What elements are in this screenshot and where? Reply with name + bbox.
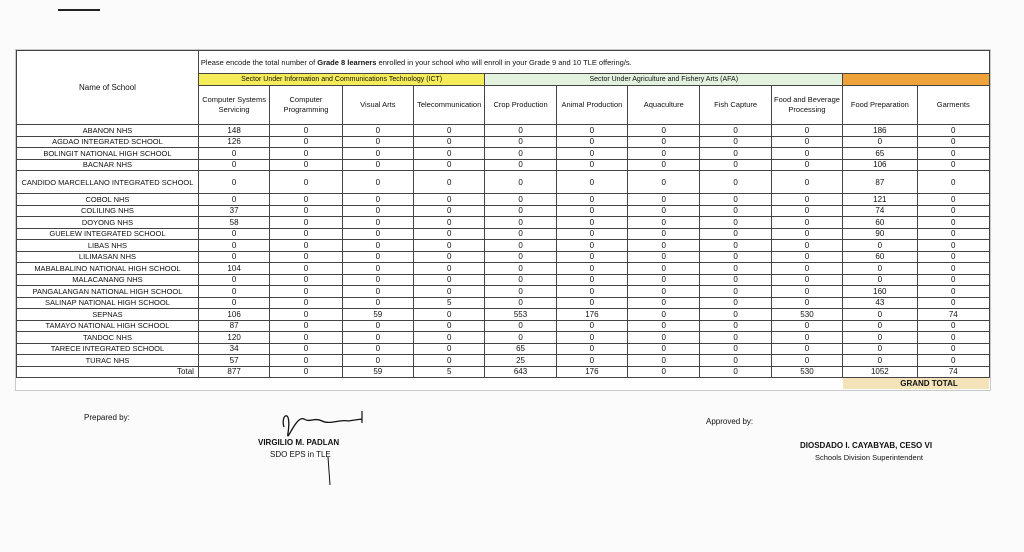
value-cell: 0 — [485, 320, 556, 332]
total-cell: 176 — [556, 366, 627, 377]
table-row — [17, 343, 990, 355]
value-cell: 0 — [342, 263, 413, 275]
value-cell: 0 — [917, 240, 989, 252]
value-cell: 120 — [198, 332, 269, 344]
value-cell: 0 — [556, 125, 627, 137]
table-row — [17, 205, 990, 217]
total-cell: 5 — [414, 366, 485, 377]
value-cell: 0 — [270, 228, 342, 240]
value-cell: 0 — [342, 343, 413, 355]
column-header: Food and Beverage Processing — [771, 86, 842, 125]
value-cell: 106 — [843, 159, 917, 171]
value-cell: 0 — [270, 159, 342, 171]
value-cell: 0 — [700, 194, 771, 206]
value-cell: 0 — [917, 274, 989, 286]
value-cell: 0 — [198, 228, 269, 240]
value-cell: 0 — [414, 343, 485, 355]
value-cell: 0 — [917, 159, 989, 171]
value-cell: 0 — [270, 136, 342, 148]
value-cell: 0 — [342, 136, 413, 148]
value-cell: 58 — [198, 217, 269, 229]
value-cell: 0 — [628, 343, 700, 355]
value-cell: 43 — [843, 297, 917, 309]
sector-ict-header: Sector Under Information and Communications Technology (ICT) — [198, 74, 484, 86]
value-cell: 0 — [628, 228, 700, 240]
value-cell: 0 — [771, 125, 842, 137]
value-cell: 0 — [700, 228, 771, 240]
value-cell: 0 — [198, 297, 269, 309]
value-cell: 0 — [414, 171, 485, 194]
value-cell: 0 — [342, 125, 413, 137]
school-name-cell: DOYONG NHS — [17, 217, 199, 229]
value-cell: 0 — [414, 148, 485, 160]
value-cell: 37 — [198, 205, 269, 217]
value-cell: 104 — [198, 263, 269, 275]
value-cell: 0 — [414, 332, 485, 344]
value-cell: 0 — [270, 171, 342, 194]
value-cell: 0 — [628, 297, 700, 309]
value-cell: 0 — [270, 332, 342, 344]
value-cell: 0 — [700, 320, 771, 332]
value-cell: 0 — [270, 320, 342, 332]
value-cell: 0 — [917, 148, 989, 160]
total-cell: 1052 — [843, 366, 917, 377]
value-cell: 90 — [843, 228, 917, 240]
table-row — [17, 355, 990, 367]
total-cell: 59 — [342, 366, 413, 377]
value-cell: 0 — [700, 297, 771, 309]
value-cell: 0 — [198, 286, 269, 298]
table-row — [17, 251, 990, 263]
value-cell: 0 — [628, 205, 700, 217]
value-cell: 0 — [556, 320, 627, 332]
value-cell: 176 — [556, 309, 627, 321]
value-cell: 0 — [628, 159, 700, 171]
value-cell: 0 — [771, 240, 842, 252]
table-row — [17, 217, 990, 229]
value-cell: 106 — [198, 309, 269, 321]
table-body — [17, 125, 990, 367]
table-row — [17, 263, 990, 275]
value-cell: 0 — [556, 343, 627, 355]
column-header: Aquaculture — [628, 86, 700, 125]
value-cell: 0 — [771, 297, 842, 309]
value-cell: 0 — [414, 263, 485, 275]
value-cell: 0 — [485, 297, 556, 309]
value-cell: 0 — [700, 263, 771, 275]
value-cell: 0 — [771, 286, 842, 298]
value-cell: 0 — [485, 148, 556, 160]
school-name-cell: COBOL NHS — [17, 194, 199, 206]
column-header: Crop Production — [485, 86, 556, 125]
value-cell: 0 — [628, 148, 700, 160]
value-cell: 0 — [198, 251, 269, 263]
value-cell: 0 — [917, 171, 989, 194]
value-cell: 0 — [771, 205, 842, 217]
value-cell: 0 — [843, 274, 917, 286]
value-cell: 0 — [628, 171, 700, 194]
table-row — [17, 332, 990, 344]
value-cell: 0 — [843, 136, 917, 148]
value-cell: 0 — [485, 217, 556, 229]
value-cell: 0 — [771, 320, 842, 332]
value-cell: 0 — [628, 251, 700, 263]
value-cell: 0 — [628, 263, 700, 275]
approved-by-label: Approved by: — [706, 417, 754, 426]
table-row — [17, 228, 990, 240]
value-cell: 0 — [843, 240, 917, 252]
value-cell: 0 — [771, 263, 842, 275]
value-cell: 87 — [198, 320, 269, 332]
school-name-cell: SALINAP NATIONAL HIGH SCHOOL — [17, 297, 199, 309]
value-cell: 0 — [485, 194, 556, 206]
value-cell: 0 — [556, 217, 627, 229]
value-cell: 0 — [414, 136, 485, 148]
value-cell: 0 — [270, 286, 342, 298]
value-cell: 0 — [771, 136, 842, 148]
value-cell: 0 — [342, 159, 413, 171]
value-cell: 74 — [843, 205, 917, 217]
value-cell: 0 — [843, 320, 917, 332]
grand-total-label: GRAND TOTAL — [900, 379, 958, 388]
value-cell: 74 — [917, 309, 989, 321]
value-cell: 0 — [414, 320, 485, 332]
total-row — [17, 366, 990, 377]
value-cell: 0 — [414, 286, 485, 298]
value-cell: 0 — [628, 320, 700, 332]
value-cell: 0 — [771, 355, 842, 367]
value-cell: 0 — [917, 228, 989, 240]
value-cell: 0 — [771, 251, 842, 263]
table-row — [17, 125, 990, 137]
column-header: Garments — [917, 86, 989, 125]
value-cell: 0 — [771, 332, 842, 344]
value-cell: 0 — [414, 205, 485, 217]
value-cell: 0 — [917, 194, 989, 206]
value-cell: 0 — [414, 217, 485, 229]
value-cell: 553 — [485, 309, 556, 321]
value-cell: 0 — [628, 125, 700, 137]
value-cell: 0 — [700, 309, 771, 321]
school-name-cell: TAMAYO NATIONAL HIGH SCHOOL — [17, 320, 199, 332]
value-cell: 0 — [342, 355, 413, 367]
value-cell: 0 — [843, 343, 917, 355]
value-cell: 0 — [917, 343, 989, 355]
value-cell: 0 — [342, 148, 413, 160]
column-header: Fish Capture — [700, 86, 771, 125]
school-name-cell: BACNAR NHS — [17, 159, 199, 171]
value-cell: 0 — [628, 217, 700, 229]
column-header: Animal Production — [556, 86, 627, 125]
value-cell: 0 — [198, 159, 269, 171]
school-name-cell: ABANON NHS — [17, 125, 199, 137]
value-cell: 0 — [485, 286, 556, 298]
enrollment-table — [16, 50, 990, 378]
value-cell: 0 — [270, 217, 342, 229]
value-cell: 0 — [414, 125, 485, 137]
value-cell: 0 — [700, 148, 771, 160]
total-cell: 74 — [917, 366, 989, 377]
value-cell: 0 — [628, 274, 700, 286]
value-cell: 0 — [485, 263, 556, 275]
value-cell: 0 — [917, 320, 989, 332]
value-cell: 65 — [485, 343, 556, 355]
value-cell: 0 — [843, 263, 917, 275]
value-cell: 0 — [414, 251, 485, 263]
table-row — [17, 309, 990, 321]
value-cell: 0 — [628, 309, 700, 321]
value-cell: 0 — [771, 274, 842, 286]
instruction-text: Please encode the total number of Grade 8 learners enrolled in your school who will enroll in your Grade 9 and 10 TLE offering/s. — [198, 51, 989, 74]
value-cell: 0 — [342, 332, 413, 344]
value-cell: 0 — [342, 286, 413, 298]
value-cell: 0 — [771, 194, 842, 206]
value-cell: 0 — [556, 194, 627, 206]
value-cell: 160 — [843, 286, 917, 298]
value-cell: 0 — [198, 148, 269, 160]
value-cell: 0 — [917, 136, 989, 148]
column-header: Visual Arts — [342, 86, 413, 125]
value-cell: 0 — [771, 343, 842, 355]
value-cell: 0 — [414, 355, 485, 367]
total-cell: 0 — [270, 366, 342, 377]
column-header: Food Preparation — [843, 86, 917, 125]
value-cell: 0 — [556, 205, 627, 217]
value-cell: 0 — [700, 205, 771, 217]
value-cell: 0 — [556, 171, 627, 194]
value-cell: 0 — [700, 240, 771, 252]
value-cell: 57 — [198, 355, 269, 367]
value-cell: 0 — [414, 274, 485, 286]
value-cell: 59 — [342, 309, 413, 321]
value-cell: 0 — [700, 136, 771, 148]
value-cell: 0 — [198, 171, 269, 194]
sector-afa-header: Sector Under Agriculture and Fishery Arts (AFA) — [485, 74, 843, 86]
table-row — [17, 171, 990, 194]
column-header: Computer Programming — [270, 86, 342, 125]
school-name-cell: PANGALANGAN NATIONAL HIGH SCHOOL — [17, 286, 199, 298]
value-cell: 0 — [556, 263, 627, 275]
approved-by-name: DIOSDADO I. CAYABYAB, CESO VI — [800, 441, 933, 450]
value-cell: 0 — [342, 297, 413, 309]
value-cell: 0 — [485, 171, 556, 194]
table-row — [17, 297, 990, 309]
prepared-by-name: VIRGILIO M. PADLAN — [258, 438, 340, 447]
value-cell: 0 — [556, 136, 627, 148]
value-cell: 0 — [485, 205, 556, 217]
value-cell: 60 — [843, 217, 917, 229]
value-cell: 0 — [414, 240, 485, 252]
value-cell: 0 — [414, 194, 485, 206]
value-cell: 0 — [342, 251, 413, 263]
value-cell: 530 — [771, 309, 842, 321]
value-cell: 0 — [771, 217, 842, 229]
school-name-cell: BOLINGIT NATIONAL HIGH SCHOOL — [17, 148, 199, 160]
value-cell: 25 — [485, 355, 556, 367]
total-label: Total — [17, 366, 199, 377]
school-name-cell: COLILING NHS — [17, 205, 199, 217]
school-name-cell: TURAC NHS — [17, 355, 199, 367]
value-cell: 0 — [342, 320, 413, 332]
value-cell: 0 — [771, 228, 842, 240]
table-row — [17, 240, 990, 252]
name-of-school-header: Name of School — [17, 51, 199, 125]
value-cell: 0 — [917, 217, 989, 229]
value-cell: 0 — [700, 171, 771, 194]
value-cell: 0 — [485, 332, 556, 344]
school-name-cell: MABALBALINO NATIONAL HIGH SCHOOL — [17, 263, 199, 275]
value-cell: 0 — [700, 286, 771, 298]
value-cell: 0 — [771, 148, 842, 160]
school-name-cell: LILIMASAN NHS — [17, 251, 199, 263]
value-cell: 0 — [556, 251, 627, 263]
value-cell: 0 — [556, 240, 627, 252]
value-cell: 0 — [270, 355, 342, 367]
value-cell: 0 — [342, 274, 413, 286]
value-cell: 0 — [485, 240, 556, 252]
school-name-cell: TANDOC NHS — [17, 332, 199, 344]
value-cell: 87 — [843, 171, 917, 194]
value-cell: 0 — [414, 228, 485, 240]
value-cell: 0 — [342, 205, 413, 217]
table-row — [17, 136, 990, 148]
value-cell: 34 — [198, 343, 269, 355]
value-cell: 0 — [485, 136, 556, 148]
value-cell: 126 — [198, 136, 269, 148]
value-cell: 0 — [917, 286, 989, 298]
value-cell: 0 — [556, 274, 627, 286]
value-cell: 0 — [628, 136, 700, 148]
value-cell: 0 — [342, 194, 413, 206]
value-cell: 0 — [414, 309, 485, 321]
value-cell: 0 — [485, 125, 556, 137]
value-cell: 0 — [342, 228, 413, 240]
school-name-cell: LIBAS NHS — [17, 240, 199, 252]
value-cell: 0 — [342, 240, 413, 252]
table-row — [17, 148, 990, 160]
value-cell: 121 — [843, 194, 917, 206]
value-cell: 0 — [628, 332, 700, 344]
table-row — [17, 274, 990, 286]
value-cell: 0 — [917, 263, 989, 275]
value-cell: 0 — [917, 355, 989, 367]
value-cell: 0 — [700, 125, 771, 137]
value-cell: 0 — [700, 159, 771, 171]
value-cell: 0 — [628, 240, 700, 252]
column-header: Computer Systems Servicing — [198, 86, 269, 125]
value-cell: 0 — [771, 159, 842, 171]
value-cell: 0 — [556, 355, 627, 367]
school-name-cell: TARECE INTEGRATED SCHOOL — [17, 343, 199, 355]
value-cell: 0 — [771, 171, 842, 194]
value-cell: 0 — [843, 332, 917, 344]
value-cell: 0 — [917, 205, 989, 217]
table-row — [17, 320, 990, 332]
school-name-cell: SEPNAS — [17, 309, 199, 321]
value-cell: 0 — [342, 217, 413, 229]
table-row — [17, 286, 990, 298]
value-cell: 0 — [628, 286, 700, 298]
prepared-by-label: Prepared by: — [84, 413, 130, 422]
value-cell: 186 — [843, 125, 917, 137]
value-cell: 0 — [270, 205, 342, 217]
value-cell: 0 — [485, 274, 556, 286]
total-cell: 643 — [485, 366, 556, 377]
value-cell: 0 — [556, 159, 627, 171]
value-cell: 0 — [270, 240, 342, 252]
total-cell: 0 — [628, 366, 700, 377]
value-cell: 0 — [556, 148, 627, 160]
value-cell: 0 — [270, 148, 342, 160]
column-header: Telecommunication — [414, 86, 485, 125]
value-cell: 0 — [270, 297, 342, 309]
total-cell: 530 — [771, 366, 842, 377]
table-row — [17, 194, 990, 206]
value-cell: 0 — [270, 309, 342, 321]
value-cell: 0 — [198, 240, 269, 252]
value-cell: 0 — [700, 274, 771, 286]
value-cell: 0 — [414, 159, 485, 171]
prepared-by-title: SDO EPS in TLE — [270, 450, 331, 459]
value-cell: 0 — [270, 343, 342, 355]
value-cell: 0 — [700, 251, 771, 263]
school-name-cell: MALACANANG NHS — [17, 274, 199, 286]
value-cell: 0 — [917, 332, 989, 344]
value-cell: 65 — [843, 148, 917, 160]
value-cell: 0 — [485, 228, 556, 240]
value-cell: 0 — [917, 125, 989, 137]
school-name-cell: CANDIDO MARCELLANO INTEGRATED SCHOOL — [17, 171, 199, 194]
top-underline — [58, 9, 100, 11]
value-cell: 148 — [198, 125, 269, 137]
value-cell: 0 — [270, 251, 342, 263]
value-cell: 0 — [700, 343, 771, 355]
value-cell: 0 — [270, 194, 342, 206]
value-cell: 0 — [917, 297, 989, 309]
total-cell: 877 — [198, 366, 269, 377]
value-cell: 0 — [556, 297, 627, 309]
value-cell: 0 — [917, 251, 989, 263]
value-cell: 5 — [414, 297, 485, 309]
value-cell: 0 — [628, 194, 700, 206]
value-cell: 0 — [700, 332, 771, 344]
value-cell: 0 — [556, 286, 627, 298]
value-cell: 0 — [628, 355, 700, 367]
table-row — [17, 159, 990, 171]
school-name-cell: AGDAO INTEGRATED SCHOOL — [17, 136, 199, 148]
school-name-cell: GUELEW INTEGRATED SCHOOL — [17, 228, 199, 240]
value-cell: 0 — [700, 217, 771, 229]
value-cell: 0 — [556, 332, 627, 344]
value-cell: 0 — [843, 309, 917, 321]
value-cell: 60 — [843, 251, 917, 263]
value-cell: 0 — [198, 194, 269, 206]
value-cell: 0 — [270, 263, 342, 275]
value-cell: 0 — [270, 125, 342, 137]
value-cell: 0 — [485, 159, 556, 171]
total-cell: 0 — [700, 366, 771, 377]
approved-by-title: Schools Division Superintendent — [815, 453, 923, 462]
value-cell: 0 — [843, 355, 917, 367]
value-cell: 0 — [198, 274, 269, 286]
value-cell: 0 — [556, 228, 627, 240]
value-cell: 0 — [270, 274, 342, 286]
value-cell: 0 — [342, 171, 413, 194]
sector-other-header — [843, 74, 990, 86]
value-cell: 0 — [700, 355, 771, 367]
value-cell: 0 — [485, 251, 556, 263]
